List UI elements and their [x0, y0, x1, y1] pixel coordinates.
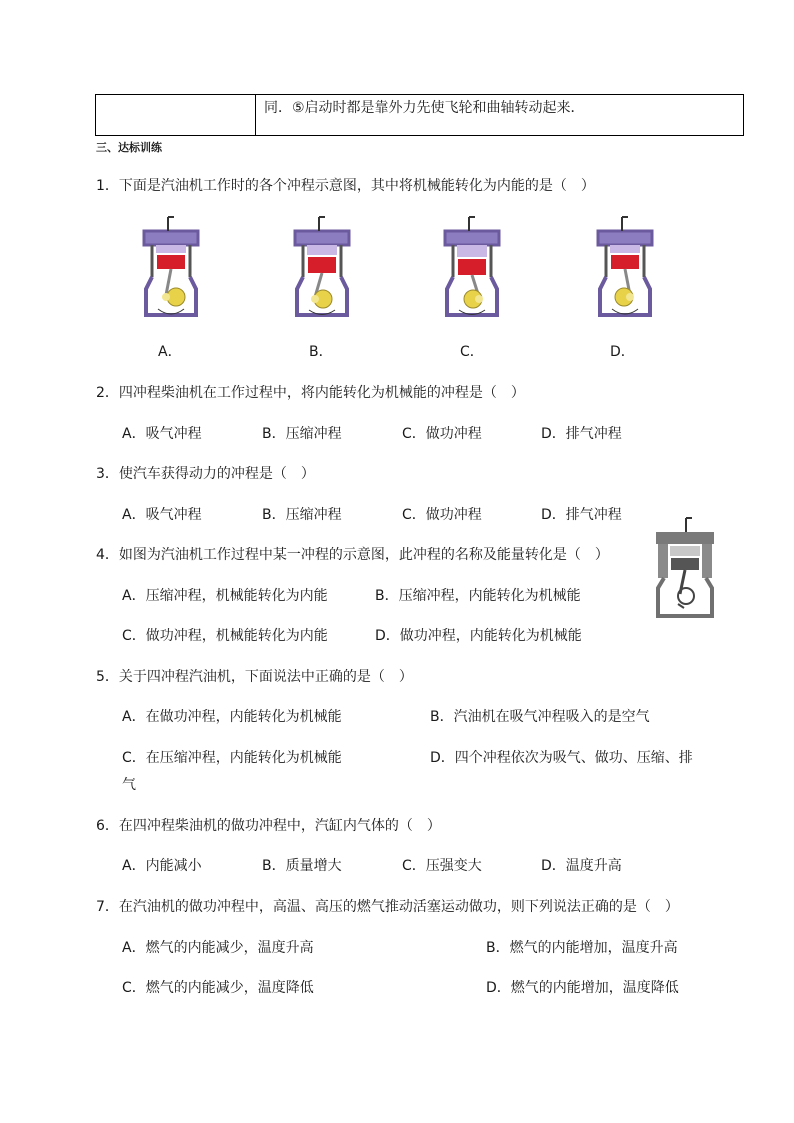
q1-label-a: A．: [158, 344, 182, 360]
engine-diagram-q4: [652, 516, 718, 620]
q2-option-b: B．压缩冲程: [262, 426, 342, 442]
q3-stem: 3．使汽车获得动力的冲程是（ ）: [96, 466, 315, 482]
q6-option-a: A．内能减小: [122, 858, 202, 874]
q1-label-d: D．: [610, 344, 635, 360]
q4-option-c: C．做功冲程，机械能转化为内能: [122, 628, 328, 644]
q5-option-a: A．在做功冲程，内能转化为机械能: [122, 709, 342, 725]
q7-option-c: C．燃气的内能减少，温度降低: [122, 980, 314, 996]
q5-option-c: C．在压缩冲程，内能转化为机械能: [122, 750, 342, 766]
q2-option-c: C．做功冲程: [402, 426, 482, 442]
q4-option-d: D．做功冲程，内能转化为机械能: [375, 628, 582, 644]
q4-option-a: A．压缩冲程，机械能转化为内能: [122, 588, 328, 604]
q6-option-b: B．质量增大: [262, 858, 342, 874]
q3-option-b: B．压缩冲程: [262, 507, 342, 523]
q5-stem: 5．关于四冲程汽油机，下面说法中正确的是（ ）: [96, 669, 413, 685]
q5-option-d: D．四个冲程依次为吸气、做功、压缩、排: [430, 750, 693, 766]
q5-option-b: B．汽油机在吸气冲程吸入的是空气: [430, 709, 650, 725]
q6-option-d: D．温度升高: [541, 858, 622, 874]
q1-label-b: B．: [309, 344, 333, 360]
q7-option-b: B．燃气的内能增加，温度升高: [486, 940, 678, 956]
q2-option-a: A．吸气冲程: [122, 426, 202, 442]
piston-a: [157, 255, 185, 269]
top-table-row: [95, 94, 744, 136]
table-cell-left: [96, 95, 256, 135]
q3-option-c: C．做功冲程: [402, 507, 482, 523]
q4-option-b: B．压缩冲程，内能转化为机械能: [375, 588, 581, 604]
q7-option-a: A．燃气的内能减少，温度升高: [122, 940, 314, 956]
q4-stem: 4．如图为汽油机工作过程中某一冲程的示意图，此冲程的名称及能量转化是（ ）: [96, 547, 609, 563]
q2-option-d: D．排气冲程: [541, 426, 622, 442]
q2-stem: 2．四冲程柴油机在工作过程中，将内能转化为机械能的冲程是（ ）: [96, 385, 525, 401]
engine-diagram-b: [291, 215, 353, 325]
q6-option-c: C．压强变大: [402, 858, 482, 874]
q3-option-d: D．排气冲程: [541, 507, 622, 523]
engine-diagram-c: [441, 215, 503, 325]
q5-option-d-wrap: 气: [122, 777, 136, 793]
engine-diagram-a: [138, 215, 204, 325]
q3-option-a: A．吸气冲程: [122, 507, 202, 523]
engine-diagram-d: [594, 215, 656, 325]
q7-stem: 7．在汽油机的做功冲程中，高温、高压的燃气推动活塞运动做功，则下列说法正确的是（ ）: [96, 899, 679, 915]
q1-label-c: C．: [460, 344, 484, 360]
q6-stem: 6．在四冲程柴油机的做功冲程中，汽缸内气体的（ ）: [96, 818, 441, 834]
table-cell-right-text: 同．⑤启动时都是靠外力先使飞轮和曲轴转动起来．: [264, 100, 585, 116]
q7-option-d: D．燃气的内能增加，温度降低: [486, 980, 679, 996]
q1-stem: 1．下面是汽油机工作时的各个冲程示意图，其中将机械能转化为内能的是（ ）: [96, 178, 595, 194]
section-title: 三、达标训练: [96, 141, 162, 154]
